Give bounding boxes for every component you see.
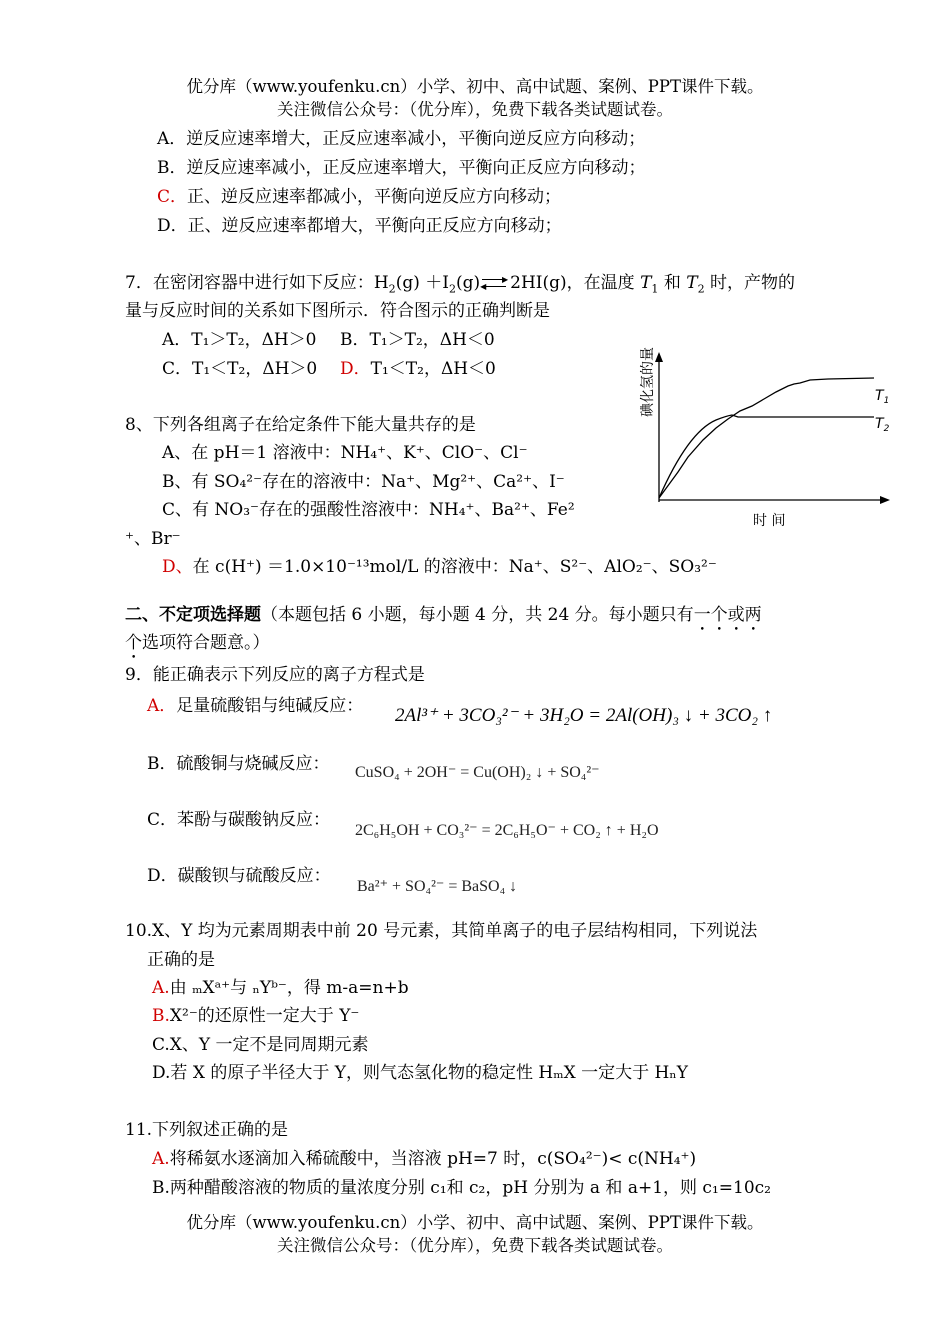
answer-mark: A. — [152, 1149, 170, 1169]
q6-option-b: B．逆反应速率减小，正反应速率增大，平衡向正反应方向移动； — [157, 158, 646, 178]
footer-line-2: 关注微信公众号：（优分库），免费下载各类试题试卷。 — [277, 1236, 673, 1255]
t1-label: $T_1$ — [875, 388, 890, 406]
y-axis-label: 碘化氢的量 — [640, 347, 656, 417]
t2-label: $T_2$ — [875, 416, 890, 434]
q11-option-b: B.两种醋酸溶液的物质的量浓度分别 c₁和 c₂，pH 分别为 a 和 a+1，则 c₁=10c₂ — [152, 1178, 771, 1198]
q9-stem: 9．能正确表示下列反应的离子方程式是 — [125, 665, 425, 685]
q9-option-b: B．硫酸铜与烧碱反应： — [147, 754, 330, 774]
q8-option-d: D、在 c(H⁺) ＝1.0×10⁻¹³mol/L 的溶液中：Na⁺、S²⁻、AlO₂⁻、SO₃²⁻ — [162, 557, 717, 577]
y-axis-arrow — [655, 352, 663, 362]
q8-option-c: C、有 NO₃⁻存在的强酸性溶液中：NH₄⁺、Ba²⁺、Fe² — [162, 500, 575, 520]
q10-option-a: A.由 ₘXᵃ⁺与 ₙYᵇ⁻，得 m-a=n+b — [152, 978, 409, 998]
q7-stem: 7．在密闭容器中进行如下反应：$H_2(g) +I_2(g)$ ▶ ◀ 2HI(g)，在温度 $T_1$ 和 $T_2$ 时，产物的 — [125, 273, 796, 296]
q9-option-d: D．碳酸钡与硫酸反应： — [147, 866, 331, 886]
answer-mark: C． — [157, 187, 188, 207]
x-axis-arrow — [880, 496, 890, 504]
x-axis-label: 时 间 — [753, 513, 786, 529]
q9-option-a: A．足量硫酸铝与纯碱反应： — [147, 696, 364, 716]
equilibrium-arrow: ▶ ◀ — [480, 274, 509, 291]
q8-option-b: B、有 SO₄²⁻存在的溶液中：Na⁺、Mg²⁺、Ca²⁺、I⁻ — [162, 472, 565, 492]
header-line-1: 优分库（www.youfenku.cn）小学、初中、高中试题、案例、PPT课件下载。 — [186, 77, 764, 96]
q6-option-a: A．逆反应速率增大，正反应速率减小，平衡向逆反应方向移动； — [157, 129, 646, 149]
q9-option-c: C．苯酚与碳酸钠反应： — [147, 810, 331, 830]
q11-stem: 11.下列叙述正确的是 — [125, 1120, 289, 1140]
q9-equation-a: 2Al³⁺ + 3CO₃²⁻ + 3H₂O = 2Al(OH)₃ ↓ + 3CO₂ ↑ — [395, 705, 773, 726]
q7-option-c: C．T₁＜T₂，ΔH＞0 — [162, 359, 318, 379]
q10-stem-line-2: 正确的是 — [147, 950, 215, 970]
q8-stem: 8、下列各组离子在给定条件下能大量共存的是 — [125, 415, 476, 435]
q7-stem-line-2: 量与反应时间的关系如下图所示．符合图示的正确判断是 — [125, 301, 550, 321]
answer-mark: D、 — [162, 557, 193, 577]
t2-curve — [659, 415, 874, 498]
q10-stem: 10.X、Y 均为元素周期表中前 20 号元素，其简单离子的电子层结构相同，下列说法 — [125, 921, 758, 941]
q9-equation-c: 2C₆H₅OH + CO₃²⁻ = 2C₆H₅O⁻ + CO₂ ↑ + H₂O — [355, 822, 659, 839]
footer-line-1: 优分库（www.youfenku.cn）小学、初中、高中试题、案例、PPT课件下载。 — [186, 1213, 764, 1232]
q6-option-d: D．正、逆反应速率都增大，平衡向正反应方向移动； — [157, 216, 562, 236]
q6-option-c: C．正、逆反应速率都减小，平衡向逆反应方向移动； — [157, 187, 562, 207]
q8-option-c-cont: ⁺、Br⁻ — [125, 529, 181, 549]
answer-mark: A． — [147, 696, 177, 716]
hi-amount-time-graph — [628, 322, 898, 532]
t1-curve — [659, 378, 874, 498]
q8-option-a: A、在 pH＝1 溶液中：NH₄⁺、K⁺、ClO⁻、Cl⁻ — [162, 443, 528, 463]
q7-option-b: B．T₁＞T₂，ΔH＜0 — [340, 330, 495, 350]
q7-option-a: A．T₁＞T₂，ΔH＞0 — [162, 330, 317, 350]
q9-equation-d: Ba²⁺ + SO₄²⁻ = BaSO₄ ↓ — [357, 878, 518, 895]
answer-mark: A. — [152, 978, 170, 998]
section-2-heading: 二、不定项选择题（本题包括 6 小题，每小题 4 分，共 24 分。每小题只有一个或两 — [125, 605, 762, 625]
answer-mark: D． — [340, 359, 371, 379]
q9-equation-b: CuSO₄ + 2OH⁻ = Cu(OH)₂ ↓ + SO₄²⁻ — [355, 764, 600, 781]
q11-option-a: A.将稀氨水逐滴加入稀硫酸中，当溶液 pH=7 时，c(SO₄²⁻)< c(NH₄⁺) — [152, 1149, 697, 1169]
q10-option-c: C.X、Y 一定不是同周期元素 — [152, 1035, 369, 1055]
header-line-2: 关注微信公众号：（优分库），免费下载各类试题试卷。 — [277, 100, 673, 119]
q10-option-b: B.X²⁻的还原性一定大于 Y⁻ — [152, 1006, 360, 1026]
section-2-heading-line-2: 个选项符合题意。） — [125, 633, 270, 653]
q10-option-d: D.若 X 的原子半径大于 Y，则气态氢化物的稳定性 HₘX 一定大于 HₙY — [152, 1063, 688, 1083]
answer-mark: B. — [152, 1006, 170, 1026]
q7-option-d: D．T₁＜T₂，ΔH＜0 — [340, 359, 496, 379]
